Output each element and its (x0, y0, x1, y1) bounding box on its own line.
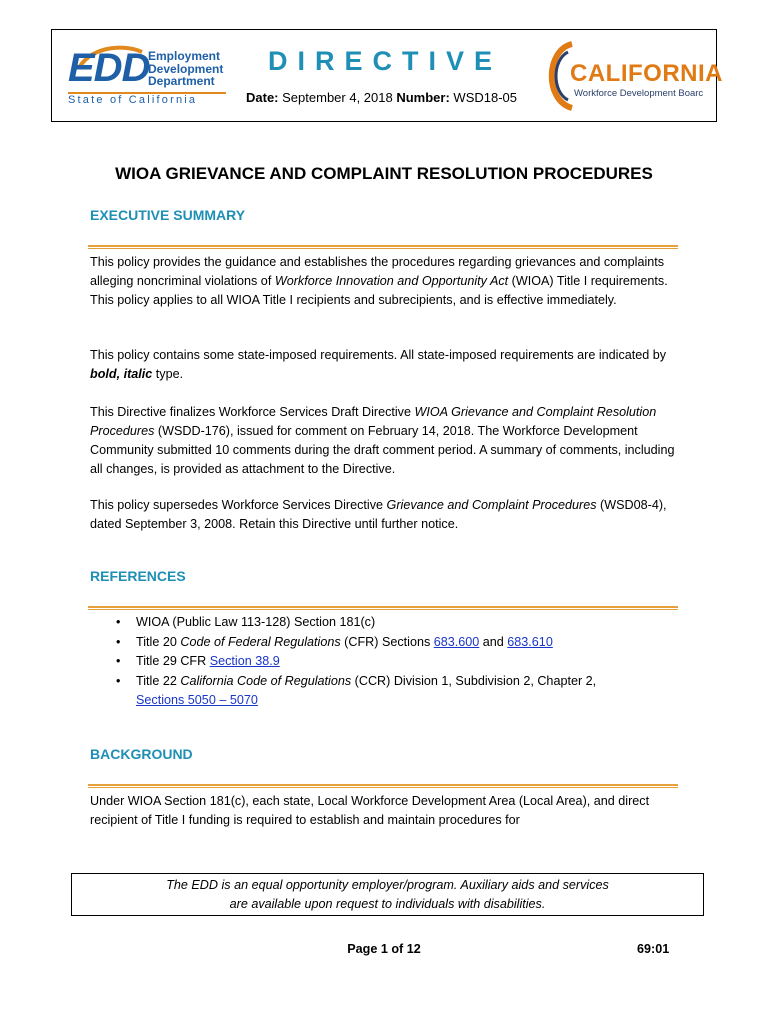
summary-paragraph-4: This policy supersedes Workforce Services Directive Grievance and Complaint Procedures (WSD08-4), dated September 3, 2008. Retain this Directive until further notice. (90, 498, 667, 531)
number-value: WSD18-05 (453, 90, 517, 105)
link-683-600[interactable]: 683.600 (433, 634, 480, 649)
summary-paragraph-1: This policy provides the guidance and establishes the procedures regarding grievances and complaints alleging noncriminal violations of Workforce Innovation and Opportunity Act (WIOA) Title I requirements. This policy applies to all WIOA Title I recipients and subrecipients, and is effective immediately. (90, 255, 668, 307)
section-divider (88, 784, 678, 789)
date-value: September 4, 2018 (282, 90, 393, 105)
ca-logo-subtitle: Workforce Development Boarc (574, 88, 704, 99)
directive-header (51, 29, 723, 122)
summary-paragraph-2: This policy contains some state-imposed requirements. All state-imposed requirements are indicated by bold, italic type. (90, 348, 667, 381)
date-number-line (246, 90, 517, 105)
edd-letters: EDD (68, 46, 150, 90)
list-item: • Title 22 California Code of Regulations (CCR) Division 1, Subdivision 2, Chapter 2, Sections 5050 – 5070 (136, 672, 716, 711)
date-label: Date: (246, 90, 279, 105)
page-number: Page 1 of 12 (347, 942, 421, 956)
link-sections-5050-5070[interactable]: Sections 5050 – 5070 (136, 693, 258, 707)
background-heading: BACKGROUND (90, 746, 193, 762)
directive-title: DIRECTIVE (267, 46, 503, 76)
section-divider (88, 245, 678, 250)
number-label: Number: (396, 90, 450, 105)
edd-state-label: State of California (68, 94, 198, 106)
summary-paragraph-3: This Directive finalizes Workforce Services Draft Directive WIOA Grievance and Complaint Resolution Procedures (WSDD-176), issued for comment on February 14, 2018. The Workforce Development Community submitted 10 comments during the draft comment period. A summary of comments, including all changes, is provided as attachment to the Directive. (90, 405, 675, 476)
equal-opportunity-notice: The EDD is an equal opportunity employer/program. Auxiliary aids and services are available upon request to individuals with disabilities. (71, 873, 704, 916)
list-item: • Title 20 Code of Federal Regulations (CFR) Sections 683.600 and 683.610 (136, 633, 716, 653)
references-list (100, 613, 716, 711)
section-divider (88, 606, 678, 611)
document-title: WIOA GRIEVANCE AND COMPLAINT RESOLUTION PROCEDURES (115, 164, 653, 183)
california-wdb-logo (540, 40, 723, 112)
link-683-610[interactable]: 683.610 (507, 634, 553, 649)
references-heading: REFERENCES (90, 568, 186, 584)
edd-logo (68, 46, 226, 108)
ca-logo-name: CALIFORNIA (570, 60, 723, 87)
link-section-38-9[interactable]: Section 38.9 (209, 654, 280, 668)
background-paragraph-1: Under WIOA Section 181(c), each state, Local Workforce Development Area (Local Area), and direct recipient of Title I funding is required to establish and maintain procedures for (90, 794, 650, 827)
edd-department-name: Employment Development Department (148, 49, 224, 88)
executive-summary-heading: EXECUTIVE SUMMARY (90, 207, 246, 223)
list-item: • Title 29 CFR Section 38.9 (136, 652, 716, 672)
list-item: • WIOA (Public Law 113-128) Section 181(c) (136, 613, 716, 633)
footer-code: 69:01 (637, 942, 670, 956)
